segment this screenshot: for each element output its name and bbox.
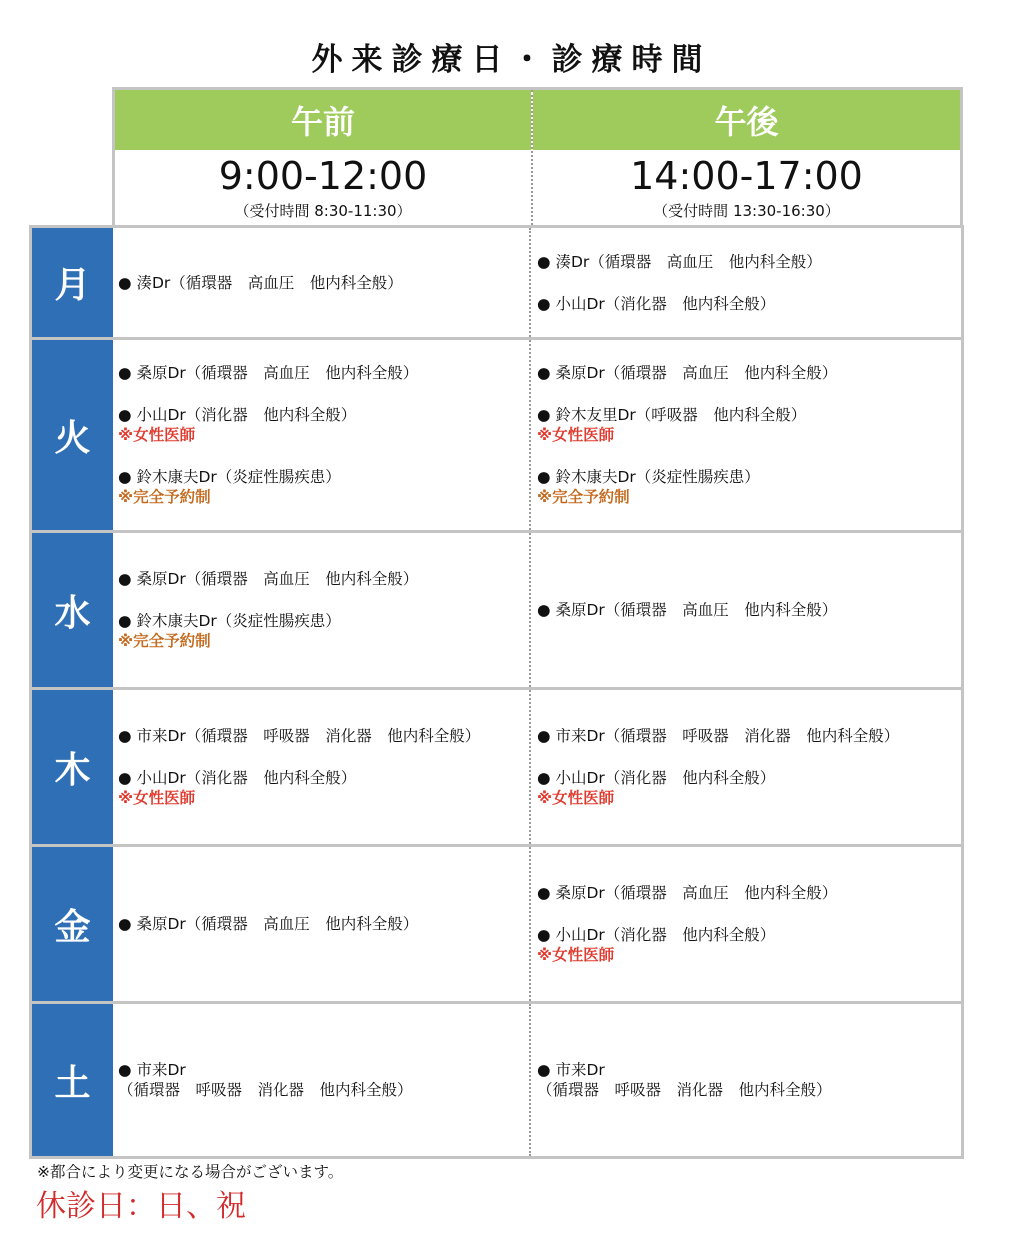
doctor-entry (537, 294, 957, 314)
schedule-row (29, 530, 964, 687)
am-header (115, 90, 531, 225)
day-label: 火 (32, 340, 113, 530)
holiday-notice: 休診日：日、祝 (36, 1189, 246, 1224)
doctor-name: ● 小山Dr（消化器 他内科全般） (537, 769, 776, 787)
doctor-name: ● 小山Dr（消化器 他内科全般） (118, 769, 357, 787)
day-label: 土 (32, 1004, 113, 1156)
doctor-name: ● 小山Dr（消化器 他内科全般） (537, 294, 776, 313)
doctor-name: ● 小山Dr（消化器 他内科全般） (118, 406, 357, 424)
schedule-row (29, 337, 964, 530)
schedule-row (29, 225, 964, 337)
doctor-entry (118, 273, 525, 293)
doctor-name: ● 小山Dr（消化器 他内科全般） (537, 926, 776, 944)
doctor-entry (118, 726, 525, 746)
doctor-name: ● 桑原Dr（循環器 高血圧 他内科全般） (118, 915, 419, 933)
schedule-row (29, 844, 964, 1001)
doctor-entry (118, 363, 525, 383)
doctor-name: ● 桑原Dr（循環器 高血圧 他内科全般） (537, 884, 838, 902)
pm-cell (531, 340, 961, 530)
footnote: ※都合により変更になる場合がございます。 (37, 1163, 344, 1181)
doctor-entry (537, 363, 957, 383)
doctor-entry (118, 611, 525, 651)
female-doctor-note: ※女性医師 (537, 426, 615, 444)
schedule-row (29, 1001, 964, 1159)
reservation-note: ※完全予約制 (537, 488, 630, 506)
doctor-specialty: （循環器 呼吸器 消化器 他内科全般） (118, 1081, 413, 1099)
doctor-entry (537, 726, 957, 746)
reservation-note: ※完全予約制 (118, 488, 211, 506)
am-label: 午前 (115, 90, 531, 150)
doctor-entry (118, 768, 525, 808)
am-cell (113, 1004, 531, 1156)
doctor-name: ● 市来Dr（循環器 呼吸器 消化器 他内科全般） (118, 727, 481, 745)
am-cell (113, 228, 531, 337)
pm-cell (531, 533, 961, 687)
doctor-entry (537, 925, 957, 965)
doctor-name: ● 桑原Dr（循環器 高血圧 他内科全般） (118, 364, 419, 382)
schedule-row (29, 687, 964, 844)
am-cell (113, 690, 531, 844)
doctor-entry (537, 883, 957, 903)
pm-cell (531, 228, 961, 337)
day-label: 水 (32, 533, 113, 687)
am-reception-time: （受付時間 8:30-11:30） (234, 202, 412, 220)
pm-cell (531, 690, 961, 844)
doctor-entry (537, 467, 957, 507)
day-label: 金 (32, 847, 113, 1001)
doctor-entry (118, 569, 525, 589)
am-cell (113, 533, 531, 687)
doctor-entry (118, 467, 525, 507)
pm-time: 14:00-17:00 (630, 154, 863, 198)
doctor-entry (537, 1060, 957, 1100)
am-time: 9:00-12:00 (218, 154, 428, 198)
doctor-name: ● 市来Dr（循環器 呼吸器 消化器 他内科全般） (537, 727, 900, 745)
doctor-name: ● 市来Dr (537, 1061, 605, 1079)
pm-cell (531, 1004, 961, 1156)
female-doctor-note: ※女性医師 (537, 946, 615, 964)
doctor-name: ● 湊Dr（循環器 高血圧 他内科全般） (118, 273, 403, 292)
doctor-name: ● 桑原Dr（循環器 高血圧 他内科全般） (118, 570, 419, 588)
doctor-name: ● 市来Dr (118, 1061, 186, 1079)
day-label: 木 (32, 690, 113, 844)
female-doctor-note: ※女性医師 (118, 789, 196, 807)
doctor-entry (118, 405, 525, 445)
doctor-name: ● 鈴木康夫Dr（炎症性腸疾患） (537, 468, 760, 486)
doctor-name: ● 桑原Dr（循環器 高血圧 他内科全般） (537, 601, 838, 619)
doctor-entry (118, 1060, 525, 1100)
doctor-name: ● 桑原Dr（循環器 高血圧 他内科全般） (537, 364, 838, 382)
doctor-name: ● 鈴木康夫Dr（炎症性腸疾患） (118, 612, 341, 630)
am-cell (113, 847, 531, 1001)
pm-reception-time: （受付時間 13:30-16:30） (653, 202, 840, 220)
doctor-specialty: （循環器 呼吸器 消化器 他内科全般） (537, 1081, 832, 1099)
reservation-note: ※完全予約制 (118, 632, 211, 650)
doctor-entry (537, 405, 957, 445)
female-doctor-note: ※女性医師 (118, 426, 196, 444)
doctor-name: ● 湊Dr（循環器 高血圧 他内科全般） (537, 252, 822, 271)
time-header (112, 87, 963, 225)
pm-header (533, 90, 960, 225)
day-label: 月 (32, 228, 113, 337)
schedule-table (29, 225, 964, 1159)
doctor-entry (537, 768, 957, 808)
pm-label: 午後 (533, 90, 960, 150)
am-cell (113, 340, 531, 530)
pm-cell (531, 847, 961, 1001)
female-doctor-note: ※女性医師 (537, 789, 615, 807)
page-title: 外来診療日・診療時間 (311, 42, 712, 78)
doctor-entry (537, 600, 957, 620)
doctor-entry (118, 914, 525, 934)
doctor-entry (537, 252, 957, 272)
doctor-name: ● 鈴木康夫Dr（炎症性腸疾患） (118, 468, 341, 486)
doctor-name: ● 鈴木友里Dr（呼吸器 他内科全般） (537, 406, 807, 424)
